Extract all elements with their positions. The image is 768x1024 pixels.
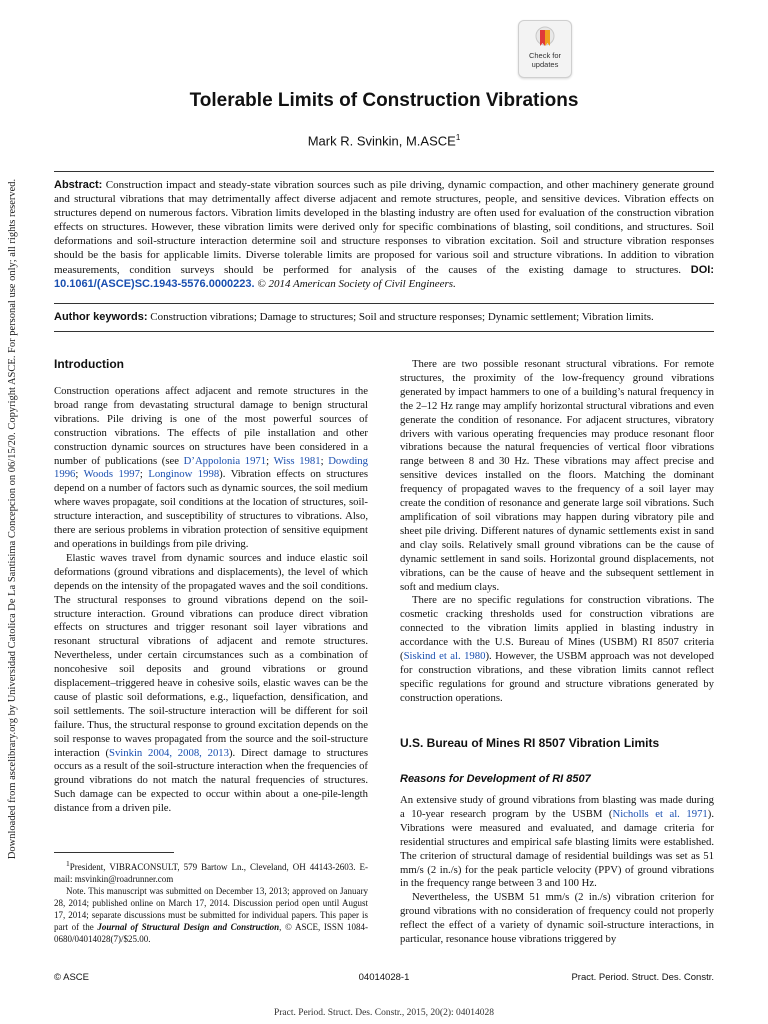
ref-siskind-1980[interactable]: Siskind et al. 1980	[403, 650, 486, 663]
right-paragraph-3	[400, 794, 714, 891]
right-column-bottom	[400, 794, 714, 947]
right-column-top	[400, 358, 714, 706]
footnote-1-mark: 1	[66, 859, 70, 868]
footnotes	[54, 858, 368, 945]
check-for-updates-badge[interactable]	[518, 20, 572, 78]
ref-woods-1997[interactable]: Woods 1997	[83, 468, 140, 481]
intro-p2-text-a: Elastic waves travel from dynamic sources and induce elastic soil deformations (ground vibrations and displacements), the level of which depends on the intensity of the propagated waves and the soil conditions. The structural responses to ground vibrations depend on the soil-structure interaction. Ground vibrations can produce direct vibration effects on structures and trigger resonant soil layer vibrations and resonant structural vibrations of adjacent and remote structures. Nevertheless, under certain circumstances such as a combination of noncohesive soil deposits and ground vibrations or ground displacement–triggered heave in cohesive soils, elastic waves can be the cause of plastic soil deformations, e.g., liquefaction, densification, and soil settlements. The soil-structure interaction will be different for soil failure. Thus, the structural response to ground excitation depends on the soil response to waves propagated from the source and the soil-structure interaction (	[54, 551, 368, 759]
author-name: Mark R. Svinkin, M.ASCE	[307, 133, 456, 149]
intro-paragraph-2	[54, 552, 368, 816]
right-paragraph-1: There are two possible resonant structural vibrations. For remote structures, the proximity of the low-frequency ground vibrations generated by impact hammers to one of a building’s natural frequency in the 2–12 Hz range may amplify horizontal structural vibrations and even generate the condition of resonance. For adjacent structures, vibratory drivers with various operating frequencies may produce resonant floor vibrations because the natural frequencies of vertical floor vibrations range between 8 and 30 Hz. These vibrations may affect precise and sensitive devices installed on the floors. Matching the dominant frequency of propagated waves to the frequency of a soil layer may create the condition of resonance and generate large soil vibrations. Such amplification of soil vibrations may happen during vibratory pile and sheet pile driving. Different natures of dynamic settlements exist in sand and clay soils. Relatively small ground vibrations can be the cause of dynamic settlement in sand soils. Horizontal ground displacements, not vibrations, can be the cause of heave and the subsequent settlement in soft and medium clays.	[400, 358, 714, 593]
footnote-2-journal: Journal of Structural Design and Construction	[97, 922, 280, 932]
intro-p2-text-b: ). Direct damage to structures occurs as a result of the soil-structure interaction when the frequencies of ground vibrations do not match the natural frequencies of structures. Such damage can be expected to occur within about a one-pile-length distance from a driven pile.	[54, 746, 368, 815]
ref-wiss-1981[interactable]: Wiss 1981	[273, 454, 321, 467]
badge-label-line2: updates	[531, 60, 559, 69]
abstract-top-rule	[54, 171, 714, 172]
footnote-rule	[54, 852, 174, 853]
right-p2-text-b: ). However, the USBM approach was not developed for construction vibrations, and these vibration limits cannot reflect specific regulations for ground and structure vibrations generated by construction operations.	[400, 650, 714, 704]
introduction-heading: Introduction	[54, 357, 124, 371]
ref-longinow-1998[interactable]: Longinow 1998	[148, 468, 220, 481]
footer-article-number: 04014028-1	[358, 972, 410, 983]
footnote-2-text-b: , © ASCE, ISSN 1084-0680/04014028(7)/$25.00.	[54, 922, 369, 944]
footer-journal: Pract. Period. Struct. Des. Constr.	[571, 972, 714, 983]
footnote-1	[54, 858, 368, 885]
footnote-2	[54, 885, 368, 945]
keywords-top-rule	[54, 303, 714, 304]
author-line	[0, 133, 768, 148]
keywords-bottom-rule	[54, 331, 714, 332]
intro-paragraph-1: Construction operations affect adjacent and remote structures in the broad range from devastating structural damage to benign structural vibrations. Pile driving is one of the most powerful sources of construction vibrations. The effects of pile installation and other construction dynamic sources on structures have been considered in a number of publications (see D’Appolonia 1971; Wiss 1981; Dowding 1996; Woods 1997; Longinow 1998). Vibration effects on structures depend on a number of factors such as dynamic sources, the soil medium where waves propagate, soil conditions at the location of structures, soil-structure interaction, and susceptibility of structures to vibrations. Also, there are serious problems in vibration protection of sensitive equipment and operations in buildings from pile driving.	[54, 385, 368, 550]
footnote-1-text: President, VIBRACONSULT, 579 Bartow Ln., Cleveland, OH 44143-2603. E-mail: msvinkin@roadrunner.com	[54, 862, 368, 884]
footer-copyright: © ASCE	[54, 972, 89, 983]
footnote-2-text-a: Note. This manuscript was submitted on December 13, 2013; approved on January 28, 2014; published online on March 17, 2014. Discussion period open until August 17, 2014; separate discussions must be submitted for individual papers. This paper is part of the	[54, 886, 368, 932]
right-paragraph-2	[400, 594, 714, 705]
doi-label: DOI:	[690, 263, 714, 276]
paper-title: Tolerable Limits of Construction Vibrations	[189, 90, 579, 111]
right-paragraph-4: Nevertheless, the USBM 51 mm/s (2 in./s) vibration criterion for ground vibrations with no consideration of frequency could not properly reflect the effect of a variety of dynamic soil-structure interactions, in particular, resonance house vibrations triggered by	[400, 891, 714, 946]
ref-dappolonia-1971[interactable]: D’Appolonia 1971	[183, 454, 267, 467]
left-column-body	[54, 385, 368, 816]
intro-p1-text-a: Construction operations affect adjacent and remote structures in the broad range from devastating structural damage to benign structural vibrations. Pile driving is one of the most powerful sources of construction vibrations. The effects of pile installation and other construction dynamic sources on structures have been considered in a number of publications (see	[54, 385, 368, 467]
doi-link[interactable]: 10.1061/(ASCE)SC.1943-5576.0000223.	[54, 277, 255, 290]
bottom-citation: Pract. Period. Struct. Des. Constr., 2015, 20(2): 04014028	[273, 1008, 495, 1018]
right-p3-text-a: An extensive study of ground vibrations from blasting was made during a 10-year research program by the USBM (	[400, 794, 714, 820]
author-keywords	[54, 310, 714, 324]
author-footnote-mark: 1	[455, 133, 461, 142]
usbm-section-heading: U.S. Bureau of Mines RI 8507 Vibration Limits	[400, 736, 660, 750]
ref-dowding-1996[interactable]: Dowding 1996	[54, 454, 368, 481]
ri8507-subheading: Reasons for Development of RI 8507	[400, 773, 591, 785]
abstract-copyright: © 2014 American Society of Civil Engineers.	[257, 277, 456, 290]
abstract	[54, 178, 714, 291]
abstract-label: Abstract:	[54, 179, 103, 191]
bookmark-icon	[534, 25, 556, 51]
abstract-text: Construction impact and steady-state vibration sources such as pile driving, dynamic compaction, and other machinery generate ground and structural vibrations that may detrimentally affect diverse adjacent and remote structures, people, and sensitive devices. Vibration effects on structures depend on numerous factors. Vibration limits developed in the blasting industry are often used for evaluation of the construction vibration effects on structures. However, these vibration limits were derived only for specific combinations of blasting, soil conditions, and structures. Soil deformations and soil-structure interaction determine soil and structure responses to vibration excitation. Soil and structure vibration responses should be the basis for applicable limits. Diverse tolerable limits are proposed for various soil and structure vibrations. In addition to vibration measurements, condition surveys should be performed for analysis of the causes of the existing damage to structures.	[54, 179, 714, 276]
badge-label-line1: Check for	[528, 51, 562, 60]
ref-nicholls-1971[interactable]: Nicholls et al. 1971	[612, 807, 708, 820]
keywords-label: Author keywords:	[54, 311, 148, 323]
ref-svinkin[interactable]: Svinkin 2004, 2008, 2013	[109, 746, 229, 759]
keywords-text: Construction vibrations; Damage to structures; Soil and structure responses; Dynamic settlement; Vibration limits.	[150, 311, 654, 323]
download-notice-sidebar: Downloaded from ascelibrary.org by Universidad Catolica De La Santisima Concepcion on 06/15/20. Copyright ASCE. For personal use only; all rights reserved.	[7, 178, 18, 860]
intro-p1-text-b: ). Vibration effects on structures depend on a number of factors such as dynamic sources, the soil medium where waves propagate, soil conditions at the location of structures, soil-structure interaction, and susceptibility of structures to vibrations. Also, there are serious problems in vibration protection of sensitive equipment and operations in buildings from pile driving.	[54, 468, 368, 550]
right-p3-text-b: ). Vibrations were measured and evaluated, and damage criteria for residential structures and empirical safe blasting limits were established. The criterion of structural damage of residential buildings was set as 51 mm/s (2 in./s) for the peak particle velocity (PPV) of ground vibrations in the frequency range between 3 and 100 Hz.	[400, 807, 714, 890]
right-p2-text-a: There are no specific regulations for construction vibrations. The cosmetic cracking thresholds used for construction vibrations are connected to the vibration limits applied in blasting industry in accordance with the U.S. Bureau of Mines (USBM) RI 8507 criteria (	[400, 594, 714, 663]
